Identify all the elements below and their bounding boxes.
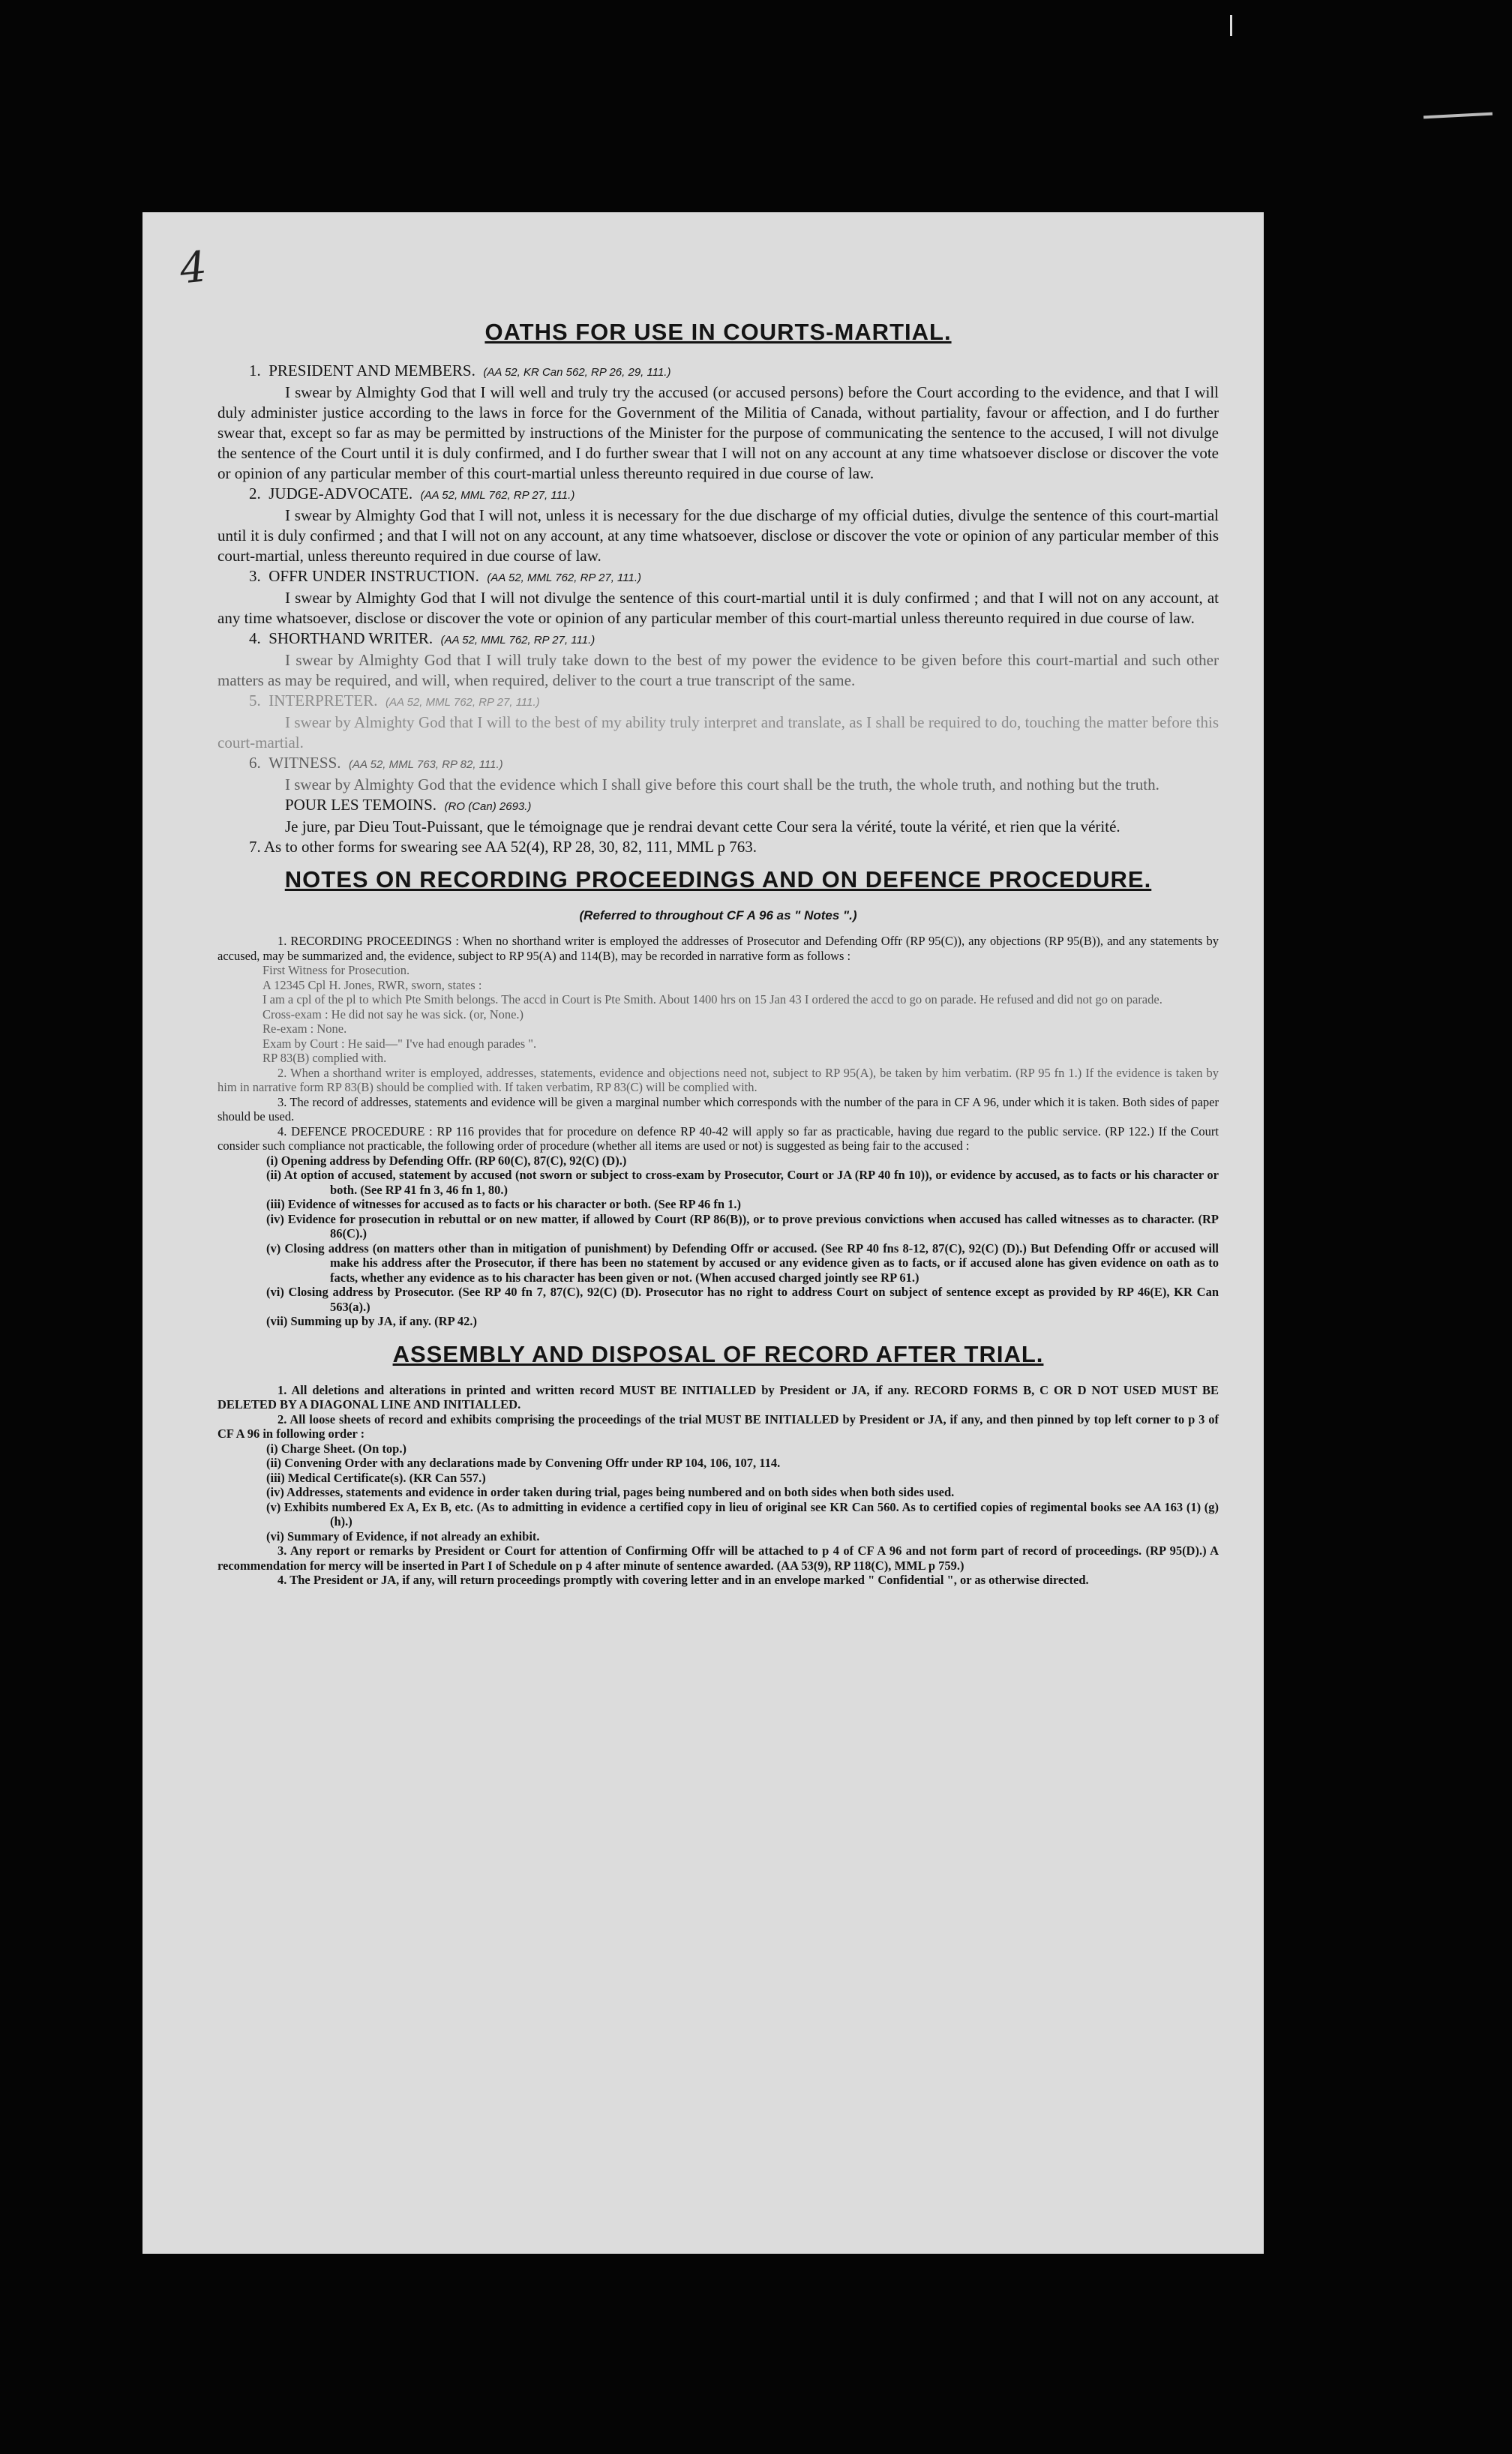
oath-reference: (AA 52, MML 762, RP 27, 111.): [487, 572, 642, 584]
assembly-heading: ASSEMBLY AND DISPOSAL OF RECORD AFTER TRIAL.: [392, 1340, 1044, 1367]
list-item: (v) Closing address (on matters other than in mitigation of punishment) by Defending Offr or accused. (See RP 40 fns 8-12, 87(C), 92(C) (D).) But Defending Offr or accused will make his address after the Prosecutor, if there has been no statement by accused or any evidence given as to facts, or if accused alone has given evidence on oath as to facts, whether any evidence as to his character has been given or not. (When accused charged jointly see RP 61.): [266, 1240, 1219, 1285]
list-item: (vi) Summary of Evidence, if not already an exhibit.: [266, 1528, 540, 1544]
list-item: (vii) Summing up by JA, if any. (RP 42.): [266, 1314, 477, 1328]
oath-number: 1.: [249, 362, 261, 380]
oath-text: I swear by Almighty God that the evidence which I shall give before this court shall be the truth, the whole truth, and nothing but the truth.: [285, 776, 1160, 794]
list-item: (ii) Convening Order with any declarations made by Convening Offr under RP 104, 106, 107, 114.: [266, 1456, 781, 1470]
oath-text: Je jure, par Dieu Tout-Puissant, que le témoignage que je rendrai devant cette Cour sera la vérité, toute la vérité, et rien que la vérité.: [285, 818, 1120, 836]
oath-title: OFFR UNDER INSTRUCTION.: [268, 567, 479, 585]
example-line: Exam by Court : He said—" I've had enough parades ".: [262, 1036, 537, 1051]
oath-title: PRESIDENT AND MEMBERS.: [268, 362, 476, 380]
oath-text: I swear by Almighty God that I will truly take down to the best of my power the evidence to be given before this court-martial and such other matters as may be required, and will, when required, deliver to the court a true transcript of the same.: [218, 651, 1219, 689]
example-line: Cross-exam : He did not say he was sick. (or, None.): [262, 1006, 524, 1022]
oath-item-7: 7. As to other forms for swearing see AA 52(4), RP 28, 30, 82, 111, MML p 763.: [249, 838, 758, 856]
oath-title: POUR LES TEMOINS.: [285, 796, 437, 814]
oath-reference: (AA 52, MML 762, RP 27, 111.): [420, 489, 575, 502]
oath-item-4: [218, 628, 1219, 691]
list-item: (iii) Evidence of witnesses for accused as to facts or his character or both. (See RP 46 fn 1.): [266, 1197, 742, 1211]
notes-paragraph-1: 1. RECORDING PROCEEDINGS : When no shorthand writer is employed the addresses of Prosecutor and Defending Offr (RP 95(C)), any objections (RP 95(B)), and any statements by accused, may be summarized and, the evidence, subject to RP 95(A) and 114(B), may be recorded in narrative form as follows :: [218, 934, 1219, 963]
oath-item-french: [218, 795, 1219, 837]
notes-paragraph-4: 4. DEFENCE PROCEDURE : RP 116 provides that for procedure on defence RP 40-42 will apply so far as practicable, having due regard to the public service. (RP 122.) If the Court consider such compliance not practicable, the following order of procedure (whether all items are used or not) is suggested as being fair to the accused :: [218, 1124, 1219, 1153]
document-page: [142, 212, 1264, 2254]
oath-reference: (AA 52, MML 762, RP 27, 111.): [386, 696, 540, 709]
oath-title: JUDGE-ADVOCATE.: [268, 484, 413, 502]
oath-list: [218, 361, 1219, 857]
example-line: A 12345 Cpl H. Jones, RWR, sworn, states :: [262, 977, 482, 992]
oath-reference: (AA 52, KR Can 562, RP 26, 29, 111.): [483, 366, 671, 379]
oath-reference: (AA 52, MML 762, RP 27, 111.): [440, 634, 596, 646]
example-line: I am a cpl of the pl to which Pte Smith belongs. The accd in Court is Pte Smith. About 1400 hrs on 15 Jan 43 I ordered the accd to go on parade. He refused and did not go on parade.: [262, 992, 1162, 1006]
scan-mark-right: [1424, 112, 1492, 119]
oath-reference: (RO (Can) 2693.): [444, 800, 532, 813]
notes-heading: NOTES ON RECORDING PROCEEDINGS AND ON DEFENCE PROCEDURE.: [284, 866, 1152, 892]
list-item: (iv) Addresses, statements and evidence in order taken during trial, pages being numbered and on both sides when both sides used.: [266, 1485, 955, 1499]
oaths-heading: OATHS FOR USE IN COURTS-MARTIAL.: [484, 319, 952, 345]
oath-number: 2.: [249, 484, 261, 502]
narrative-example: [218, 963, 1219, 1066]
oath-reference: (AA 52, MML 763, RP 82, 111.): [349, 758, 503, 771]
oath-text: I swear by Almighty God that I will well and truly try the accused (or accused persons) before the Court according to the evidence, and that I will duly administer justice according to the laws in force for the Government of the Militia of Canada, without partiality, favour or affection, and I do further swear that, except so far as may be permitted by instructions of the Minister for the purpose of communicating the sentence to the accused, I will not divulge the sentence of the Court until it is duly confirmed, and I do further swear that I will not on any account at any time whatsoever disclose or discover the vote or opinion of any particular member of this court-martial unless thereunto required in due course of law.: [218, 383, 1219, 482]
notes-subtitle: (Referred to throughout CF A 96 as " Notes ".): [579, 908, 857, 922]
oath-item-5: [218, 691, 1219, 753]
list-item: (v) Exhibits numbered Ex A, Ex B, etc. (As to admitting in evidence a certified copy in lieu of original see KR Can 560. As to certified copies of regimental books see AA 163 (1) (g) (h).): [266, 1499, 1219, 1528]
page-number: 4: [177, 242, 209, 294]
oath-number: 5.: [249, 692, 261, 710]
oath-item-3: [218, 566, 1219, 628]
list-item: (i) Charge Sheet. (On top.): [266, 1441, 406, 1456]
list-item: (ii) At option of accused, statement by accused (not sworn or subject to cross-exam by Prosecutor, Court or JA (RP 40 fn 10)), or evidence by accused, as to facts or his character or both. (See RP 41 fn 3, 46 fn 1, 80.): [266, 1168, 1219, 1197]
scan-mark-top-right: [1230, 15, 1232, 36]
oath-text: I swear by Almighty God that I will not divulge the sentence of this court-martial until it is duly confirmed ; and that I will not on any account, at any time whatsoever, disclose or discover the vote or opinion of any particular member of this court-martial unless thereunto required in due course of law.: [218, 589, 1219, 627]
notes-section: [218, 934, 1219, 1329]
list-item: (i) Opening address by Defending Offr. (RP 60(C), 87(C), 92(C) (D).): [266, 1153, 627, 1168]
assembly-paragraph-3: 3. Any report or remarks by President or Court for attention of Confirming Offr will be attached to p 4 of CF A 96 and not form part of record of proceedings. (RP 95(D).) A recommendation for mercy will be inserted in Part I of Schedule on p 4 after minute of sentence awarded. (AA 53(9), RP 118(C), MML p 759.): [218, 1544, 1219, 1573]
oath-item-2: [218, 484, 1219, 566]
oath-text: I swear by Almighty God that I will not, unless it is necessary for the due discharge of my official duties, divulge the sentence of this court-martial until it is duly confirmed ; and that I will not on any account, at any time whatsoever, disclose or discover the vote or opinion of any particular member of this court-martial, unless thereunto required in due course of law.: [218, 506, 1219, 565]
oath-title: INTERPRETER.: [268, 692, 378, 710]
example-line: Re-exam : None.: [262, 1022, 347, 1036]
notes-paragraph-3: 3. The record of addresses, statements and evidence will be given a marginal number which corresponds with the number of the para in CF A 96, under which it is taken. Both sides of paper should be used.: [218, 1094, 1219, 1124]
list-item: (iii) Medical Certificate(s). (KR Can 557.): [266, 1470, 486, 1485]
defence-procedure-list: [218, 1154, 1219, 1329]
example-line: First Witness for Prosecution.: [262, 963, 410, 977]
oath-title: WITNESS.: [268, 754, 341, 772]
oath-item-6: [218, 753, 1219, 795]
list-item: (iv) Evidence for prosecution in rebuttal or on new matter, if allowed by Court (RP 86(B)), or to prove previous convictions when accused has called witnesses as to character. (RP 86(C).): [266, 1211, 1219, 1240]
oath-title: SHORTHAND WRITER.: [268, 629, 434, 647]
assembly-section: [218, 1383, 1219, 1588]
assembly-paragraph-2: 2. All loose sheets of record and exhibits comprising the proceedings of the trial MUST BE INITIALLED by President or JA, if any, and then pinned by top left corner to p 3 of CF A 96 in following order :: [218, 1412, 1219, 1441]
example-line: RP 83(B) complied with.: [262, 1051, 387, 1065]
oath-text: I swear by Almighty God that I will to the best of my ability truly interpret and translate, as I shall be required to do, touching the matter before this court-martial.: [218, 713, 1219, 752]
assembly-paragraph-1: 1. All deletions and alterations in printed and written record MUST BE INITIALLED by President or JA, if any. RECORD FORMS B, C OR D NOT USED MUST BE DELETED BY A DIAGONAL LINE AND INITIALLED.: [218, 1382, 1219, 1412]
oath-item-1: [218, 361, 1219, 484]
oath-number: 6.: [249, 754, 261, 772]
notes-paragraph-2: 2. When a shorthand writer is employed, addresses, statements, evidence and objections need not, subject to RP 95(A), be taken by him verbatim. (RP 95 fn 1.) If the evidence is taken by him in narrative form RP 83(B) should be complied with. If taken verbatim, RP 83(C) will be complied with.: [218, 1065, 1219, 1094]
oath-number: 3.: [249, 567, 261, 585]
list-item: (vi) Closing address by Prosecutor. (See RP 40 fn 7, 87(C), 92(C) (D). Prosecutor has no right to address Court on subject of sentence except as provided by RP 46(E), KR Can 563(a).): [266, 1285, 1219, 1314]
oath-number: 4.: [249, 629, 261, 647]
assembly-paragraph-4: 4. The President or JA, if any, will return proceedings promptly with covering letter and in an envelope marked " Confidential ", or as otherwise directed.: [278, 1573, 1089, 1587]
